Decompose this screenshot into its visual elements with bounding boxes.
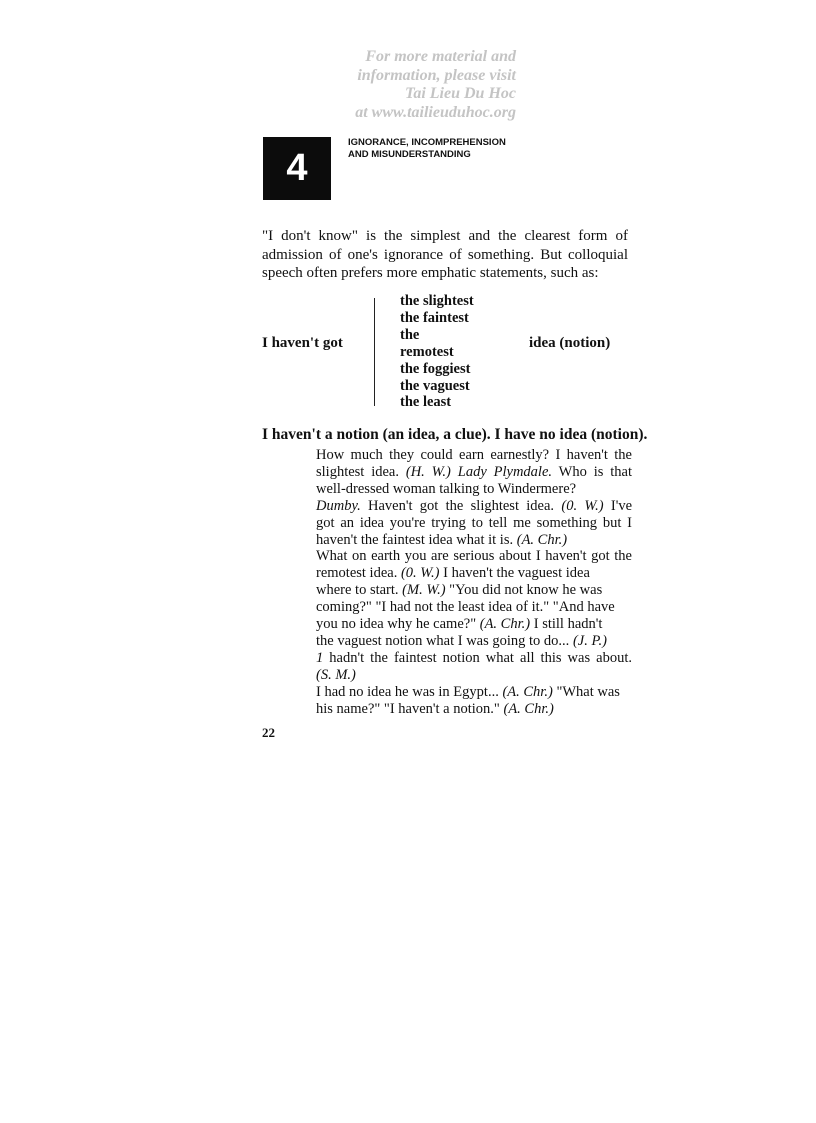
example-text: Who is that [552,463,632,480]
source-citation: (J. P.) [572,632,607,649]
intro-paragraph: "I don't know" is the simplest and the clearest form of admission of one's ignorance of something. But colloquial speech often prefers more emphatic statements, such as: [262,228,628,281]
source-citation: 1 [316,649,324,666]
watermark-line: at www.tailieuduhoc.org [355,103,516,121]
example-text: haven't the faintest idea what it is. [316,531,517,548]
source-citation: (H. W.) Lady Plymdale. [405,463,553,480]
example-line [316,548,632,565]
example-line [316,447,632,464]
source-citation: (0. W.) [400,565,440,582]
pattern-option: the slightest [400,293,474,309]
pattern-options [400,293,510,411]
example-line [316,532,632,549]
source-citation: Dumby. [316,497,361,514]
example-line [316,684,632,701]
pattern-bracket [374,298,375,406]
chapter-number: 4 [286,147,308,189]
example-line [316,650,632,667]
chapter-title-line: IGNORANCE, INCOMPREHENSION [348,137,506,148]
watermark [330,48,516,122]
example-text: hadn't the faintest notion what all this was about. [323,649,632,666]
pattern-left: I haven't got [262,335,343,351]
pattern-option: the faintest [400,309,469,326]
source-citation: (A. Chr.) [516,531,568,548]
pattern-option: the foggiest [400,360,471,377]
example-text: slightest idea. [316,463,406,480]
example-text: you no idea why he came?" [316,616,480,633]
source-citation: (A. Chr.) [502,683,553,700]
example-line [316,599,632,616]
example-text: I haven't the vaguest idea [439,565,590,582]
example-text: where to start. [316,582,403,599]
example-line [316,701,632,718]
source-citation: (0. W.) [561,497,604,514]
example-line [316,464,632,481]
example-line [316,633,632,650]
watermark-line: For more material and [365,48,516,65]
pattern-option: remotest [400,343,454,360]
example-text: remotest idea. [316,565,401,582]
example-line [316,565,632,582]
source-citation: (M. W.) [402,582,446,599]
example-text: "You did not know he was [445,582,603,599]
source-citation: (A. Chr.) [479,616,531,633]
example-text: What on earth you are serious about I haven't got the [316,548,632,565]
pattern-option: the [400,326,420,343]
example-text: I've [603,497,633,514]
example-line [316,481,632,498]
example-text: How much they could earn earnestly? I haven't the [316,447,632,463]
chapter-title-line: AND MISUNDERSTANDING [348,149,471,160]
example-text: "What was [552,683,620,700]
source-citation: (S. M.) [316,666,356,683]
example-text: I had no idea he was in Egypt... [316,683,503,700]
pattern-option: the least [400,394,452,411]
watermark-line: Tai Lieu Du Hoc [405,85,516,102]
watermark-line: information, please visit [357,66,516,84]
example-text: I still hadn't [530,616,603,633]
page-number: 22 [262,725,275,740]
examples-block [316,447,632,718]
section-heading: I haven't a notion (an idea, a clue). I have no idea (notion). [262,426,648,443]
example-text: coming?" "I had not the least idea of it." "And have [316,599,615,616]
example-line [316,515,632,532]
example-line [316,667,632,684]
example-text: his name?" "I haven't a notion." [316,700,504,717]
example-text: got an idea you're trying to tell me something but I [316,514,632,531]
chapter-title [348,137,538,161]
example-text: well-dressed woman talking to Windermere? [316,480,577,497]
example-text: the vaguest notion what I was going to do... [316,632,573,649]
source-citation: (A. Chr.) [503,700,554,717]
example-line [316,616,632,633]
example-line [316,582,632,599]
example-text: Haven't got the slightest idea. [360,497,562,514]
pattern-option: the vaguest [400,377,470,394]
pattern-right: idea (notion) [529,335,611,351]
example-line [316,498,632,515]
chapter-number-box [263,137,331,200]
